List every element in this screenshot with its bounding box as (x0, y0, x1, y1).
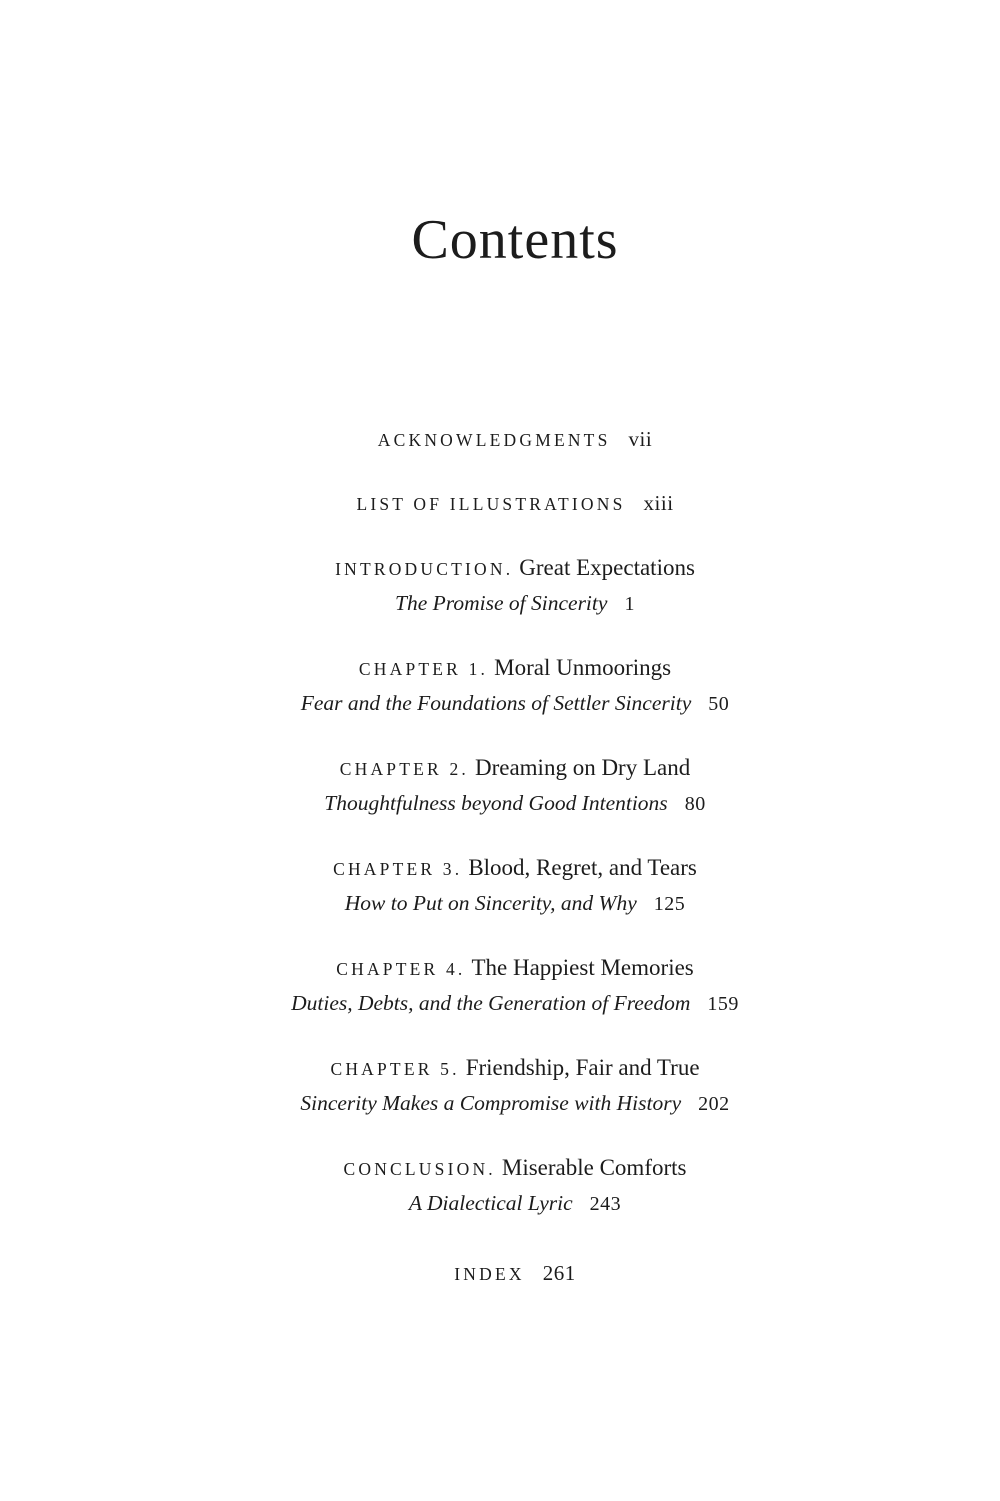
entry-title: Miserable Comforts (501, 1155, 687, 1180)
entry-page-number: 80 (684, 793, 706, 815)
entry-page-number: 1 (624, 593, 635, 615)
entry-page-number: xiii (643, 491, 674, 515)
toc-entry-chapter-3 (30, 851, 1000, 921)
entry-page-number: 159 (707, 993, 739, 1015)
entry-label: INTRODUCTION. (335, 559, 514, 579)
toc-entry-chapter-1 (30, 651, 1000, 721)
entry-subtitle-line (30, 587, 1000, 621)
entry-page-number: 261 (542, 1261, 576, 1285)
entry-page-number: 125 (653, 893, 686, 915)
entry-heading (30, 951, 1000, 987)
entry-title: Blood, Regret, and Tears (468, 855, 697, 880)
entry-label: CHAPTER 1. (358, 659, 489, 679)
entry-heading (30, 1151, 1000, 1187)
entry-subtitle: How to Put on Sincerity, and Why (344, 891, 637, 915)
entry-label: CHAPTER 4. (336, 959, 466, 979)
entry-label: CHAPTER 2. (339, 759, 469, 779)
entry-subtitle: Thoughtfulness beyond Good Intentions (324, 791, 668, 815)
toc-entry-chapter-5 (30, 1051, 1000, 1121)
entry-title: Moral Unmoorings (494, 655, 672, 680)
entry-subtitle: Sincerity Makes a Compromise with History (300, 1091, 682, 1115)
entry-heading (30, 551, 1000, 587)
entry-heading (30, 751, 1000, 787)
entry-subtitle: A Dialectical Lyric (408, 1191, 573, 1215)
entry-subtitle-line (30, 987, 1000, 1021)
entry-title: Great Expectations (519, 555, 695, 580)
entry-label: CHAPTER 5. (330, 1059, 460, 1079)
table-of-contents (30, 423, 1000, 1292)
toc-entry-list-of-illustrations (30, 487, 1000, 522)
toc-entry-chapter-4 (30, 951, 1000, 1021)
page-title: Contents (411, 209, 619, 271)
entry-subtitle: The Promise of Sincerity (395, 591, 608, 615)
entry-title: The Happiest Memories (471, 955, 694, 980)
toc-entry-chapter-2 (30, 751, 1000, 821)
entry-label: CONCLUSION. (343, 1159, 496, 1179)
entry-subtitle: Duties, Debts, and the Generation of Freedom (291, 991, 691, 1015)
entry-subtitle-line (30, 1187, 1000, 1221)
entry-label: CHAPTER 3. (333, 859, 463, 879)
entry-page-number: 243 (589, 1193, 622, 1215)
toc-entry-acknowledgments (30, 423, 1000, 458)
entry-subtitle-line (30, 1087, 1000, 1121)
entry-page-number: 50 (708, 693, 730, 715)
entry-page-number: 202 (698, 1093, 730, 1115)
entry-subtitle-line (30, 787, 1000, 821)
entry-subtitle: Fear and the Foundations of Settler Sincerity (300, 691, 692, 715)
entry-subtitle-line (30, 687, 1000, 721)
entry-title: Friendship, Fair and True (465, 1055, 700, 1080)
toc-entry-index (30, 1257, 1000, 1292)
entry-heading (30, 851, 1000, 887)
entry-heading (30, 651, 1000, 687)
entry-label: LIST OF ILLUSTRATIONS (356, 494, 626, 514)
entry-label: ACKNOWLEDGMENTS (377, 430, 611, 450)
entry-heading (30, 1051, 1000, 1087)
toc-entry-introduction (30, 551, 1000, 621)
entry-subtitle-line (30, 887, 1000, 921)
entry-title: Dreaming on Dry Land (474, 755, 691, 780)
entry-label: INDEX (454, 1264, 525, 1284)
entry-page-number: vii (628, 427, 653, 451)
toc-entry-conclusion (30, 1151, 1000, 1221)
